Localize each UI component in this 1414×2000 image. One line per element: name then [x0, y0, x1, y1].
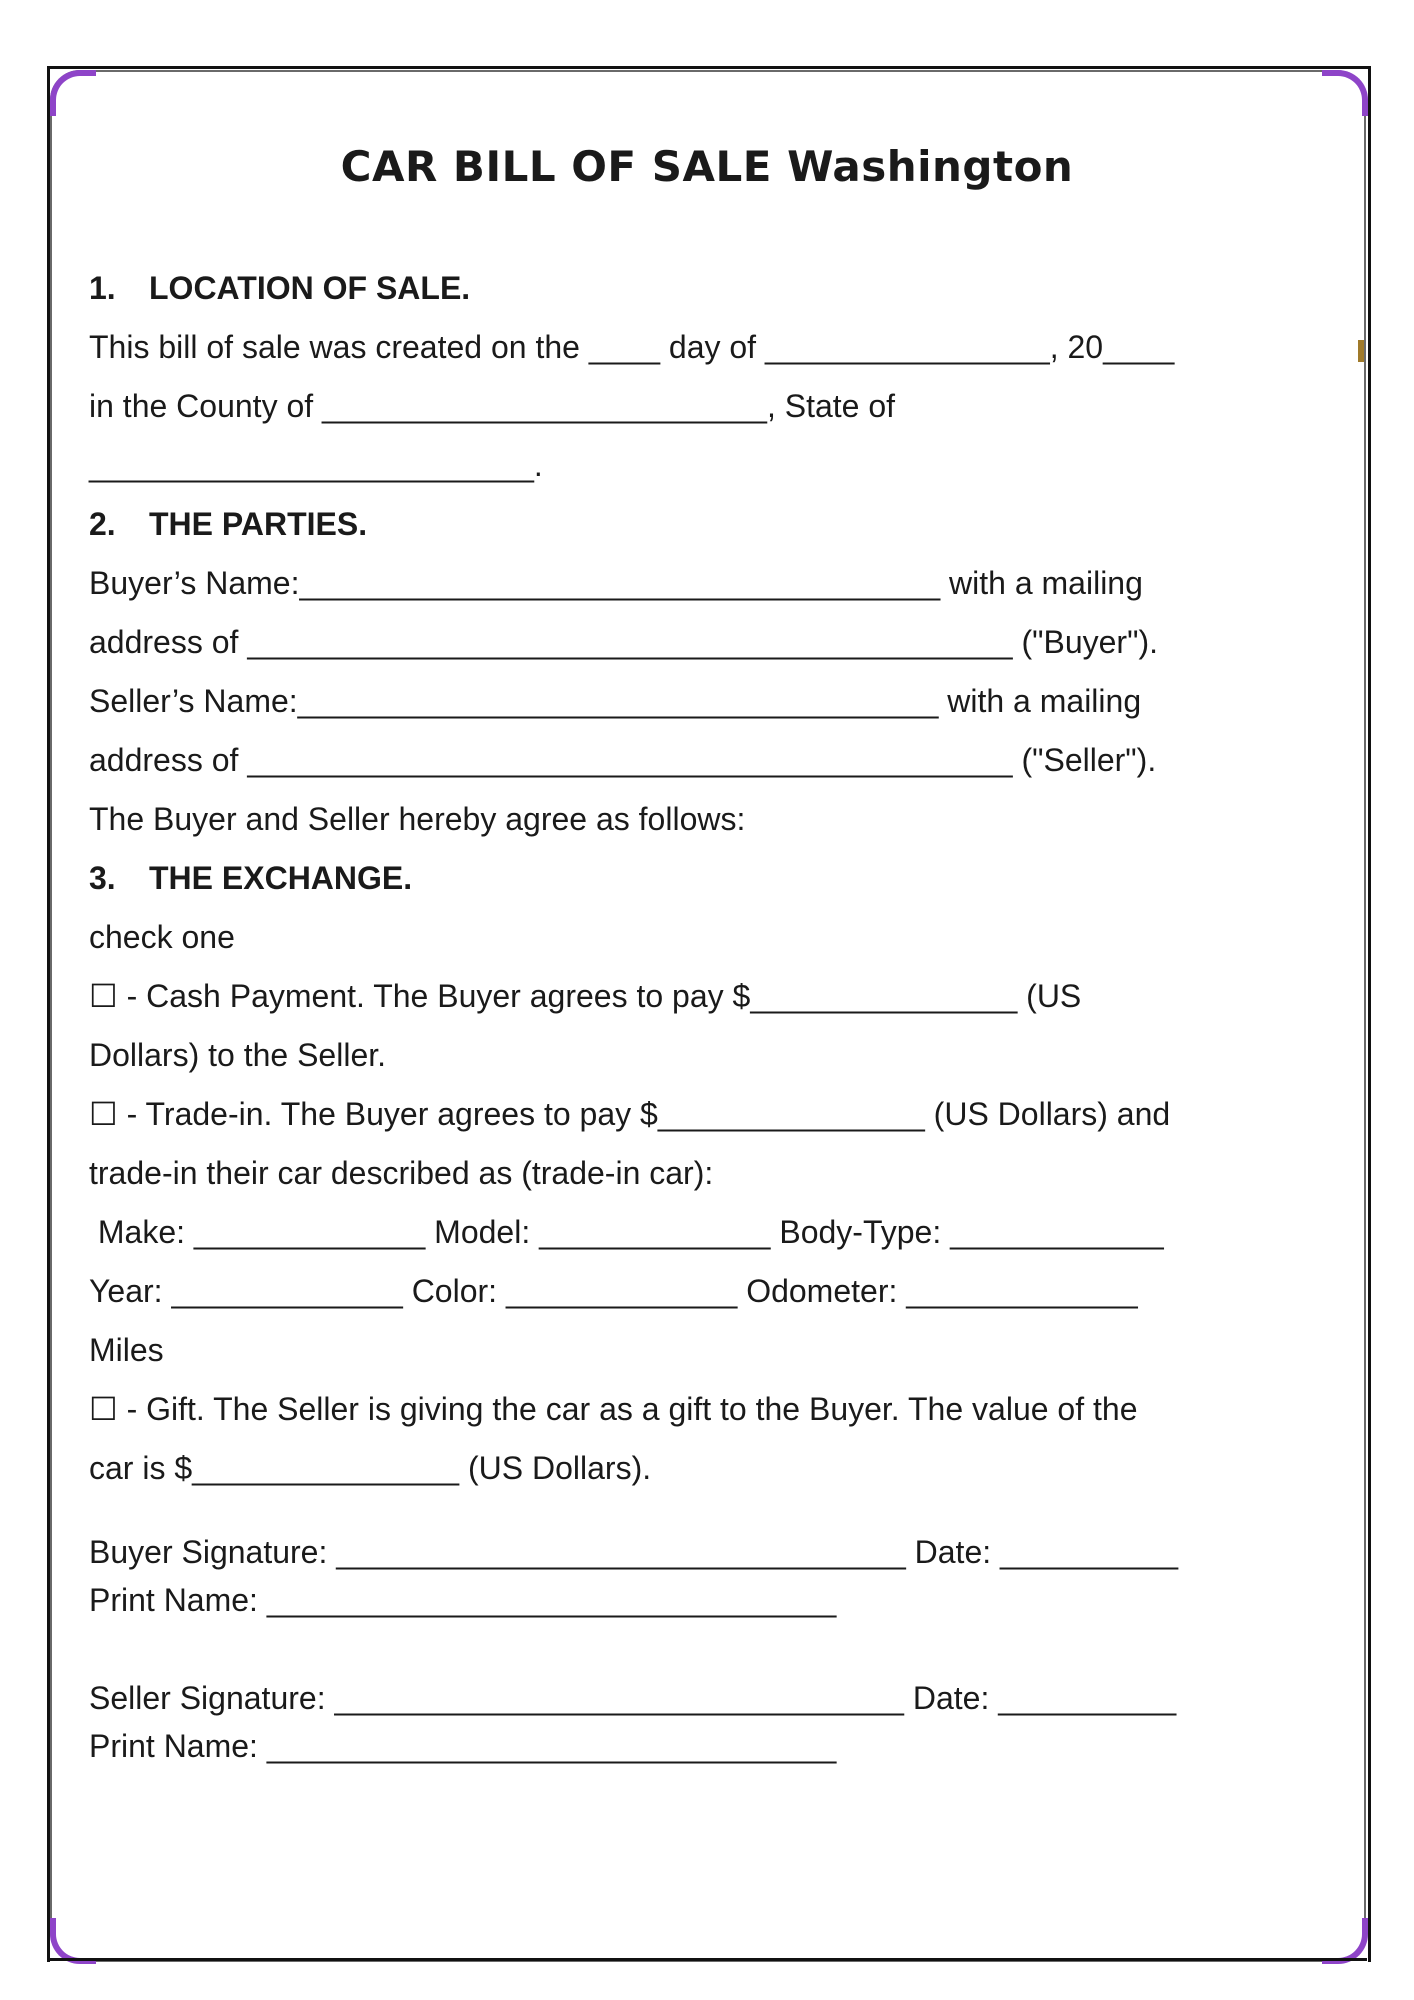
buyer-print-name-field[interactable]: Print Name: ________________________________ — [89, 1582, 837, 1618]
check-one-instruction: check one — [89, 919, 235, 955]
document-title: CAR BILL OF SALE Washington — [340, 142, 1074, 191]
trade-in-option[interactable]: ☐ - Trade-in. The Buyer agrees to pay $_______________ (US Dollars) and — [89, 1096, 1171, 1132]
section-number: 3. — [89, 860, 116, 896]
section-title: THE PARTIES. — [149, 506, 368, 542]
seller-signature-field[interactable]: Seller Signature: ________________________________ Date: __________ — [89, 1680, 1177, 1716]
bottom-rule — [47, 1958, 1367, 1961]
section-number: 1. — [89, 270, 116, 306]
section-heading-parties — [89, 504, 367, 544]
odometer-unit-label: Miles — [89, 1332, 164, 1368]
cash-payment-continuation: Dollars) to the Seller. — [89, 1037, 387, 1073]
gift-value-field[interactable]: car is $_______________ (US Dollars). — [89, 1450, 652, 1486]
trade-in-make-model-body-fields[interactable]: Make: _____________ Model: _____________ Body-Type: ____________ — [89, 1214, 1164, 1250]
section-heading-location — [89, 268, 470, 308]
trade-in-continuation: trade-in their car described as (trade-in car): — [89, 1155, 714, 1191]
buyer-address-field[interactable]: address of ___________________________________________ ("Buyer"). — [89, 624, 1158, 660]
section-heading-exchange — [89, 858, 412, 898]
state-blank-line[interactable]: _________________________. — [89, 447, 543, 483]
county-state-line[interactable]: in the County of _________________________, State of — [89, 388, 896, 424]
seller-name-field[interactable]: Seller’s Name:____________________________________ with a mailing — [89, 683, 1142, 719]
cash-payment-option[interactable]: ☐ - Cash Payment. The Buyer agrees to pay $_______________ (US — [89, 978, 1082, 1014]
trade-in-year-color-odometer-fields[interactable]: Year: _____________ Color: _____________ Odometer: _____________ — [89, 1273, 1138, 1309]
seller-address-field[interactable]: address of ___________________________________________ ("Seller"). — [89, 742, 1157, 778]
agreement-statement: The Buyer and Seller hereby agree as follows: — [89, 801, 746, 837]
sale-date-line[interactable]: This bill of sale was created on the ____ day of ________________, 20____ — [89, 329, 1175, 365]
buyer-signature-field[interactable]: Buyer Signature: ________________________________ Date: __________ — [89, 1534, 1178, 1570]
section-number: 2. — [89, 506, 116, 542]
seller-print-name-field[interactable]: Print Name: ________________________________ — [89, 1728, 837, 1764]
buyer-name-field[interactable]: Buyer’s Name:____________________________________ with a mailing — [89, 565, 1143, 601]
gift-option[interactable]: ☐ - Gift. The Seller is giving the car as a gift to the Buyer. The value of the — [89, 1391, 1138, 1427]
section-title: THE EXCHANGE. — [149, 860, 413, 896]
section-title: LOCATION OF SALE. — [149, 270, 471, 306]
edge-tab-mark — [1358, 340, 1364, 362]
